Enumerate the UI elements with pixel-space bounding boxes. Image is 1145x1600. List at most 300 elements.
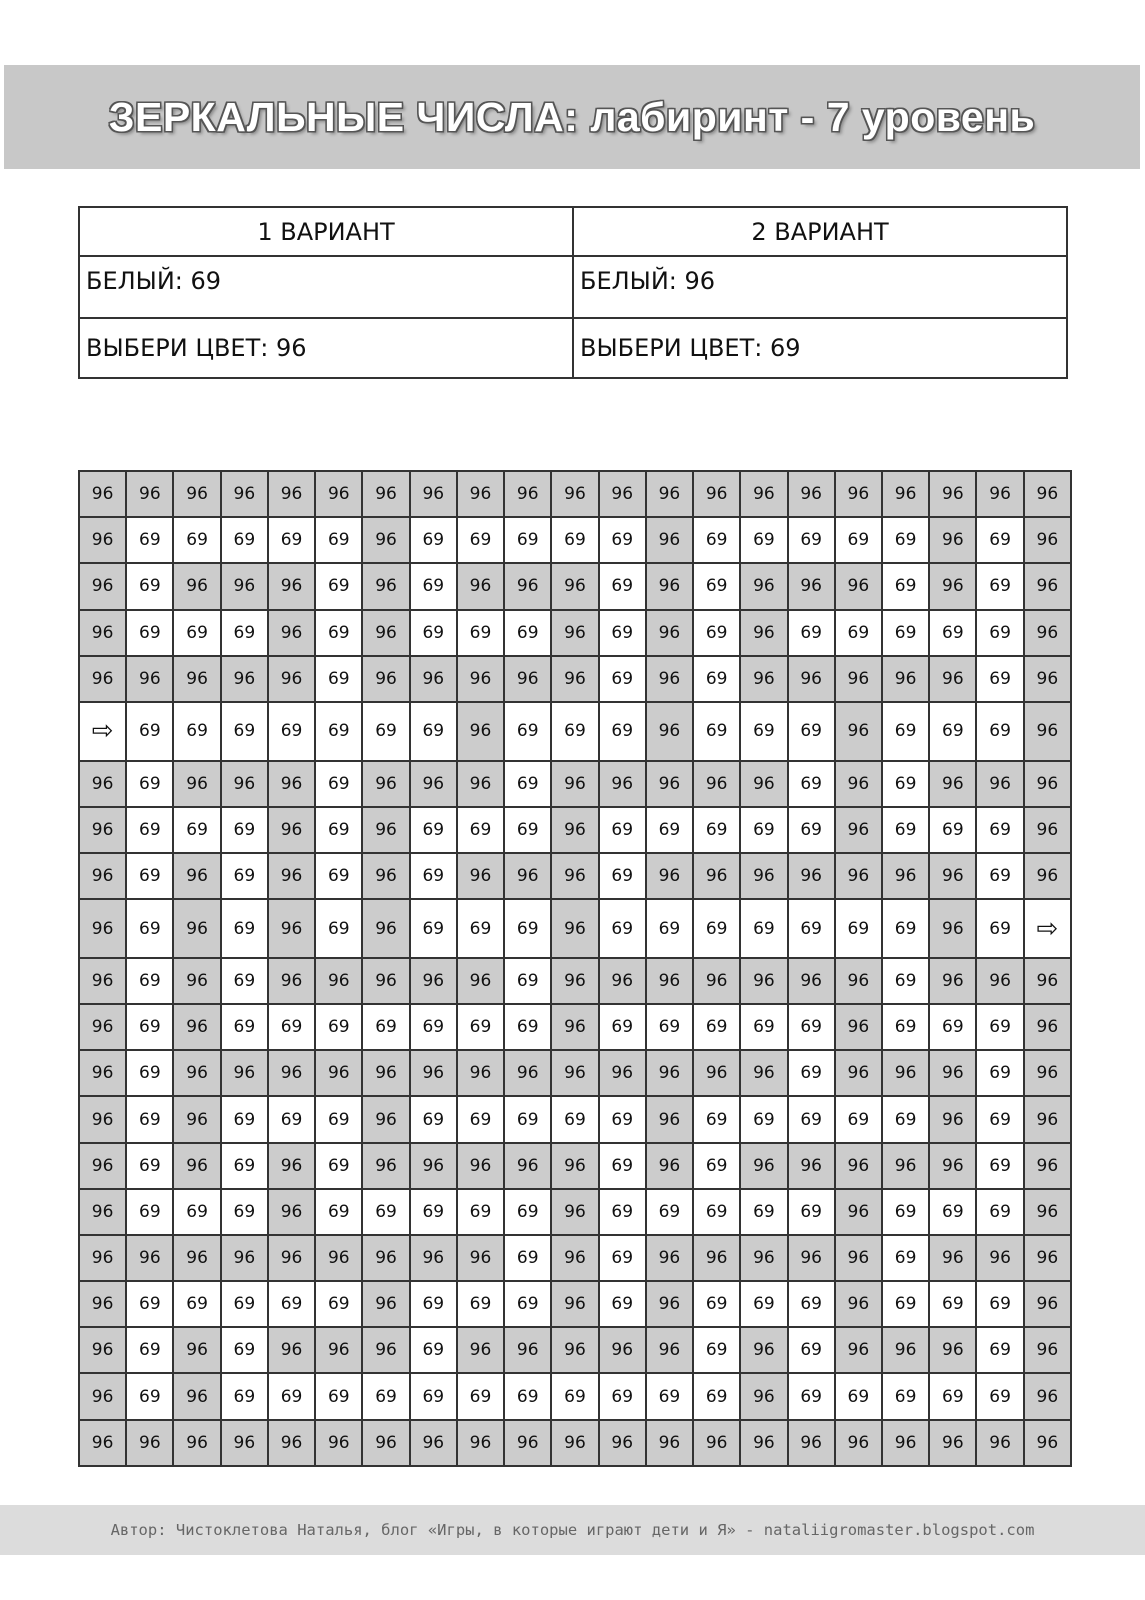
maze-cell: 69 [976,1143,1023,1189]
maze-cell: 96 [457,761,504,807]
title-banner [4,65,1140,169]
maze-cell: 69 [929,1004,976,1050]
maze-cell: 96 [79,1327,126,1373]
maze-cell: 96 [268,1050,315,1096]
maze-cell: 69 [788,807,835,853]
maze-cell: 96 [788,1143,835,1189]
maze-cell: 69 [315,702,362,761]
maze-cell: 69 [410,610,457,656]
maze-cell: 96 [410,1420,457,1466]
maze-cell: 96 [173,1373,220,1419]
maze-cell: 96 [315,471,362,517]
maze-cell: 96 [410,958,457,1004]
maze-cell: 96 [457,1327,504,1373]
maze-cell: 69 [126,563,173,609]
maze-cell: 96 [835,958,882,1004]
maze-cell: 96 [693,1050,740,1096]
maze-cell: 69 [976,1096,1023,1142]
maze-cell: 69 [788,610,835,656]
maze-cell: 96 [268,656,315,702]
maze-cell: 96 [693,1235,740,1281]
maze-cell: 69 [315,1189,362,1235]
maze-cell: 96 [504,853,551,899]
maze-cell: 69 [268,1373,315,1419]
maze-cell: 96 [693,853,740,899]
maze-cell: 69 [693,517,740,563]
maze-cell: 96 [1024,1143,1071,1189]
maze-cell: 69 [693,1373,740,1419]
maze-cell: 96 [79,899,126,958]
maze-cell: 69 [126,1189,173,1235]
maze-cell: 96 [929,1327,976,1373]
maze-cell: 69 [599,807,646,853]
maze-cell: 96 [126,656,173,702]
maze-cell: 96 [835,1420,882,1466]
arrow-right-outline-icon: ⇨ [79,702,126,761]
maze-cell: 96 [835,1189,882,1235]
maze-cell: 69 [457,1096,504,1142]
maze-cell: 96 [929,1420,976,1466]
maze-cell: 96 [1024,563,1071,609]
maze-cell: 69 [457,610,504,656]
maze-cell: 69 [268,702,315,761]
maze-cell: 96 [504,1050,551,1096]
variant-1-white: БЕЛЫЙ: 69 [79,256,573,318]
maze-cell: 69 [221,702,268,761]
variant-2-title: 2 ВАРИАНТ [573,207,1067,256]
maze-cell: 96 [362,1143,409,1189]
maze-cell: 69 [976,1281,1023,1327]
maze-row [79,1327,1071,1373]
maze-cell: 96 [268,807,315,853]
maze-cell: 96 [362,656,409,702]
maze-cell: 69 [221,1004,268,1050]
maze-cell: 69 [362,702,409,761]
maze-cell: 96 [504,563,551,609]
maze-cell: 69 [740,807,787,853]
maze-cell: 96 [976,1235,1023,1281]
maze-cell: 69 [929,610,976,656]
maze-cell: 96 [362,807,409,853]
maze-cell: 96 [1024,1189,1071,1235]
maze-cell: 69 [740,899,787,958]
maze-cell: 96 [1024,1281,1071,1327]
maze-cell: 96 [173,656,220,702]
maze-cell: 96 [457,656,504,702]
maze-cell: 69 [504,702,551,761]
maze-cell: 69 [788,1281,835,1327]
maze-cell: 96 [646,1327,693,1373]
maze-cell: 69 [882,702,929,761]
maze-cell: 69 [221,899,268,958]
maze-cell: 96 [551,1420,598,1466]
maze-cell: 96 [221,656,268,702]
maze-cell: 96 [362,1235,409,1281]
maze-cell: 96 [882,1143,929,1189]
maze-cell: 69 [740,702,787,761]
maze-cell: 96 [504,471,551,517]
maze-cell: 69 [929,702,976,761]
maze-cell: 69 [929,1189,976,1235]
maze-cell: 96 [79,1050,126,1096]
maze-cell: 69 [126,853,173,899]
maze-cell: 96 [173,899,220,958]
maze-cell: 96 [976,958,1023,1004]
maze-cell: 69 [740,517,787,563]
maze-cell: 96 [788,1235,835,1281]
maze-cell: 69 [976,656,1023,702]
maze-cell: 96 [740,1327,787,1373]
maze-cell: 69 [173,1281,220,1327]
maze-row [79,899,1071,958]
maze-cell: 96 [551,1143,598,1189]
maze-cell: 96 [79,853,126,899]
maze-cell: 69 [315,656,362,702]
maze-cell: 96 [551,853,598,899]
maze-cell: 96 [551,610,598,656]
maze-cell: 69 [646,1004,693,1050]
maze-cell: 96 [173,1143,220,1189]
maze-cell: 69 [835,1373,882,1419]
maze-cell: 96 [79,1235,126,1281]
maze-cell: 96 [788,1420,835,1466]
maze-cell: 96 [835,1143,882,1189]
maze-cell: 69 [504,1189,551,1235]
maze-cell: 69 [268,1281,315,1327]
maze-cell: 96 [79,1004,126,1050]
maze-cell: 69 [410,899,457,958]
maze-cell: 69 [882,1373,929,1419]
maze-cell: 69 [740,1189,787,1235]
maze-cell: 96 [551,1281,598,1327]
maze-cell: 69 [126,761,173,807]
maze-cell: 69 [882,899,929,958]
maze-cell: 69 [410,853,457,899]
maze-cell: 96 [788,563,835,609]
maze-cell: 96 [1024,761,1071,807]
maze-cell: 69 [882,1235,929,1281]
maze-cell: 96 [835,761,882,807]
maze-cell: 96 [315,1327,362,1373]
maze-cell: 96 [1024,471,1071,517]
maze-cell: 96 [929,1143,976,1189]
maze-cell: 69 [599,1281,646,1327]
maze-cell: 96 [551,807,598,853]
maze-cell: 69 [504,761,551,807]
maze-cell: 69 [410,1327,457,1373]
maze-cell: 69 [882,563,929,609]
maze-cell: 69 [599,853,646,899]
maze-cell: 69 [976,517,1023,563]
maze-cell: 69 [929,807,976,853]
maze-cell: 69 [740,1004,787,1050]
maze-cell: 96 [976,1420,1023,1466]
maze-cell: 69 [457,807,504,853]
maze-cell: 96 [976,761,1023,807]
maze-cell: 96 [1024,656,1071,702]
maze-cell: 96 [79,1420,126,1466]
maze-cell: 69 [976,807,1023,853]
maze-cell: 96 [362,1281,409,1327]
maze-cell: 69 [268,1004,315,1050]
maze-cell: 96 [646,563,693,609]
maze-cell: 96 [410,471,457,517]
maze-cell: 96 [410,1143,457,1189]
maze-cell: 96 [1024,702,1071,761]
maze-cell: 69 [315,1281,362,1327]
maze-cell: 96 [788,958,835,1004]
maze-cell: 69 [693,656,740,702]
maze-cell: 69 [126,702,173,761]
maze-cell: 96 [551,471,598,517]
maze-cell: 69 [173,517,220,563]
maze-cell: 69 [221,1096,268,1142]
maze-cell: 69 [126,899,173,958]
maze-cell: 96 [1024,1327,1071,1373]
maze-cell: 96 [268,1189,315,1235]
maze-cell: 96 [788,656,835,702]
maze-cell: 69 [126,1143,173,1189]
maze-cell: 96 [551,899,598,958]
maze-cell: 96 [551,1235,598,1281]
maze-cell: 69 [976,563,1023,609]
maze-cell: 69 [315,1096,362,1142]
maze-cell: 96 [551,563,598,609]
maze-cell: 69 [221,1327,268,1373]
maze-cell: 96 [173,853,220,899]
maze-cell: 96 [126,1235,173,1281]
maze-cell: 96 [221,761,268,807]
maze-cell: 69 [457,899,504,958]
maze-cell: 96 [457,563,504,609]
maze-cell: 96 [646,656,693,702]
maze-cell: 96 [268,1235,315,1281]
maze-cell: 69 [221,610,268,656]
maze-cell: 96 [835,807,882,853]
maze-cell: 69 [599,1373,646,1419]
maze-cell: 69 [693,1143,740,1189]
maze-cell: 96 [79,563,126,609]
maze-cell: 96 [362,958,409,1004]
maze-cell: 96 [79,1189,126,1235]
maze-cell: 96 [646,853,693,899]
maze-cell: 96 [79,1096,126,1142]
maze-cell: 96 [1024,958,1071,1004]
variant-1-choose-color: ВЫБЕРИ ЦВЕТ: 96 [79,318,573,378]
maze-cell: 96 [929,1050,976,1096]
maze-cell: 69 [221,807,268,853]
maze-cell: 96 [646,610,693,656]
maze-cell: 96 [504,1143,551,1189]
maze-cell: 96 [410,1050,457,1096]
maze-cell: 96 [315,1235,362,1281]
maze-cell: 69 [315,563,362,609]
maze-cell: 96 [646,702,693,761]
maze-cell: 69 [929,1281,976,1327]
maze-cell: 69 [788,899,835,958]
maze-cell: 69 [693,1281,740,1327]
maze-cell: 96 [1024,853,1071,899]
maze-cell: 96 [551,1189,598,1235]
maze-cell: 96 [173,761,220,807]
maze-cell: 96 [646,1235,693,1281]
maze-cell: 96 [362,853,409,899]
maze-cell: 96 [882,471,929,517]
maze-row [79,1420,1071,1466]
maze-cell: 69 [410,807,457,853]
maze-cell: 96 [882,1327,929,1373]
maze-cell: 96 [1024,1096,1071,1142]
maze-cell: 69 [976,1050,1023,1096]
maze-cell: 96 [551,1004,598,1050]
maze-cell: 69 [599,517,646,563]
maze-cell: 96 [315,1420,362,1466]
maze-cell: 69 [693,807,740,853]
maze-cell: 96 [221,471,268,517]
maze-cell: 96 [646,1050,693,1096]
maze-cell: 96 [268,853,315,899]
maze-cell: 96 [646,958,693,1004]
maze-cell: 69 [410,563,457,609]
maze-cell: 96 [79,656,126,702]
maze-cell: 96 [362,517,409,563]
maze-cell: 96 [1024,807,1071,853]
maze-cell: 69 [457,1189,504,1235]
maze-cell: 69 [599,1235,646,1281]
maze-cell: 69 [599,1189,646,1235]
maze-cell: 69 [504,1096,551,1142]
maze-cell: 96 [835,702,882,761]
maze-cell: 96 [882,1420,929,1466]
maze-cell: 96 [268,761,315,807]
maze-cell: 96 [173,1050,220,1096]
maze-cell: 69 [362,1373,409,1419]
maze-cell: 96 [929,1096,976,1142]
maze-cell: 69 [882,1281,929,1327]
maze-cell: 69 [599,1096,646,1142]
maze-cell: 96 [173,1327,220,1373]
maze-cell: 96 [599,958,646,1004]
maze-cell: 96 [268,899,315,958]
maze-cell: 69 [504,1235,551,1281]
maze-cell: 96 [835,563,882,609]
maze-cell: 96 [740,1143,787,1189]
maze-cell: 69 [693,563,740,609]
maze-cell: 69 [788,1327,835,1373]
maze-cell: 69 [788,1050,835,1096]
maze-cell: 96 [173,471,220,517]
maze-cell: 69 [221,853,268,899]
maze-cell: 69 [221,1281,268,1327]
maze-cell: 96 [740,1420,787,1466]
maze-cell: 96 [646,1143,693,1189]
maze-cell: 69 [599,1004,646,1050]
maze-cell: 96 [268,1143,315,1189]
maze-cell: 96 [457,958,504,1004]
maze-row [79,563,1071,609]
maze-cell: 69 [693,610,740,656]
maze-row [79,1004,1071,1050]
maze-cell: 96 [362,899,409,958]
maze-cell: 69 [693,702,740,761]
maze-cell: 69 [126,1050,173,1096]
maze-cell: 69 [740,1281,787,1327]
maze-cell: 96 [740,958,787,1004]
maze-row [79,807,1071,853]
maze-cell: 69 [835,1096,882,1142]
maze-cell: 96 [835,1327,882,1373]
maze-cell: 96 [173,563,220,609]
maze-cell: 96 [173,1004,220,1050]
maze-row [79,702,1071,761]
maze-cell: 69 [646,1373,693,1419]
maze-cell: 96 [929,517,976,563]
maze-cell: 96 [268,563,315,609]
maze-cell: 69 [126,1281,173,1327]
maze-cell: 96 [362,1096,409,1142]
maze-cell: 96 [362,1050,409,1096]
maze-cell: 69 [221,958,268,1004]
maze-cell: 96 [599,1327,646,1373]
maze-cell: 69 [315,761,362,807]
maze-cell: 96 [646,1420,693,1466]
variants-table [78,206,1068,379]
maze-cell: 69 [976,702,1023,761]
maze-cell: 69 [551,1096,598,1142]
maze-cell: 69 [221,517,268,563]
maze-cell: 69 [788,761,835,807]
maze-cell: 96 [315,958,362,1004]
maze-cell: 96 [882,656,929,702]
maze-row [79,1189,1071,1235]
maze-cell: 69 [126,1096,173,1142]
maze-row [79,471,1071,517]
maze-cell: 69 [976,1327,1023,1373]
maze-cell: 69 [410,1189,457,1235]
maze-row [79,1281,1071,1327]
maze-cell: 96 [1024,1420,1071,1466]
maze-cell: 69 [504,1281,551,1327]
maze-cell: 96 [315,1050,362,1096]
maze-row [79,1143,1071,1189]
maze-cell: 69 [221,1189,268,1235]
maze-cell: 69 [410,1096,457,1142]
maze-cell: 96 [599,1050,646,1096]
maze-cell: 69 [882,807,929,853]
maze-cell: 96 [740,563,787,609]
maze-cell: 69 [457,517,504,563]
maze-cell: 96 [410,656,457,702]
maze-row [79,656,1071,702]
maze-cell: 96 [551,761,598,807]
maze-row [79,1096,1071,1142]
maze-cell: 96 [693,471,740,517]
maze-cell: 69 [315,1004,362,1050]
maze-cell: 96 [551,1327,598,1373]
maze-cell: 69 [126,807,173,853]
maze-cell: 69 [599,563,646,609]
maze-cell: 69 [315,899,362,958]
maze-cell: 69 [315,610,362,656]
maze-cell: 96 [126,471,173,517]
maze-row [79,853,1071,899]
maze-cell: 69 [410,702,457,761]
maze-cell: 96 [835,471,882,517]
maze-cell: 69 [882,1096,929,1142]
maze-cell: 96 [457,1050,504,1096]
maze-cell: 96 [646,471,693,517]
maze-cell: 96 [457,471,504,517]
